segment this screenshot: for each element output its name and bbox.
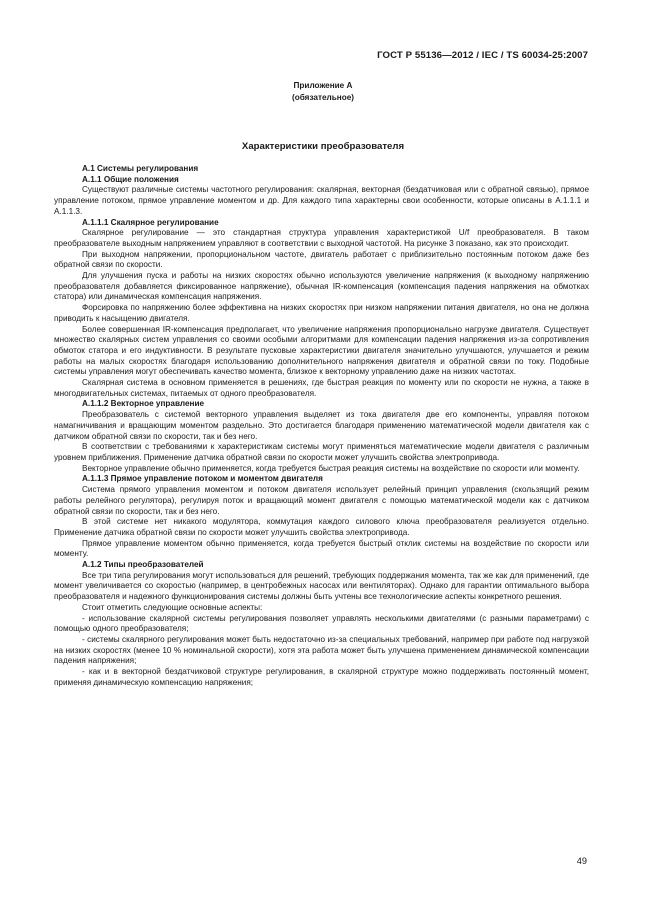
section-heading: А.1.2 Типы преобразователей bbox=[82, 560, 204, 570]
paragraph: Более совершенная IR-компенсация предполагает, что увеличение напряжения пропорционально нагрузке двигателя. Существует множество скалярных систем управления со своими особыми алгоритмами для компенсации падения напряжения из-за сопротивления обмоток статора и его индуктивности. В результате пусковые характеристики двигателя значительно улучшаются, улучшается и режим работы на малых скоростях благодаря использованию дополнительного напряжения двигателя и обратной связи по току. Подобные системы управления могут обеспечивать качество момента, близкое к векторному управлению даже на низких частотах. bbox=[54, 324, 589, 377]
paragraph: Преобразователь с системой векторного управления выделяет из тока двигателя две его компоненты, управляя потоком намагничивания и вращающим моментом раздельно. Это достигается благодаря применению математической модели двигателя как с датчиком обратной связи по скорости, так и без него. bbox=[54, 410, 589, 441]
paragraph: - как и в векторной бездатчиковой структуре регулирования, в скалярной структуре можно поддерживать постоянный момент, применяя динамическую компенсацию напряжения; bbox=[54, 667, 589, 687]
paragraph: - системы скалярного регулирования может быть недостаточно из-за специальных требований, например при работе под нагрузкой на низких скоростях (менее 10 % номинальной скорости), хотя эта работа может быть улучшена применением динамической компенсации падения напряжения; bbox=[54, 634, 589, 666]
paragraph: Форсировка по напряжению более эффективна на низких скоростях при низком напряжении питания двигателя, но она не должна приводить к насыщению двигателя. bbox=[54, 303, 589, 323]
paragraph: Скалярная система в основном применяется в решениях, где быстрая реакция по моменту или по скорости не нужна, а также в многодвигательных системах, питаемых от одного преобразователя. bbox=[54, 378, 589, 398]
standard-header: ГОСТ Р 55136—2012 / IEC / TS 60034-25:2007 bbox=[377, 50, 588, 61]
paragraph: Система прямого управления моментом и потоком двигателя использует релейный принцип управления (скользящий режим работы релейного регулятора), регулируя поток и вращающий момент двигателя с помощью математической модели как с датчиком обратной связи по скорости, так и без него. bbox=[54, 485, 589, 516]
paragraph: Для улучшения пуска и работы на низких скоростях обычно используются увеличение напряжения (к выходному напряжению преобразователя добавляется фиксированное напряжение), обычная IR-компенсация (компенсация падения напряжения на обмотках статора) или динамическая компенсация напряжения. bbox=[54, 271, 589, 302]
section-title: Характеристики преобразователя bbox=[241, 141, 405, 152]
page-number: 49 bbox=[576, 856, 587, 866]
paragraph: Существуют различные системы частотного регулирования: скалярная, векторная (бездатчиковая или с обратной связью), прямое управление потоком, прямое управление моментом и др. Для каждого типа характерны свои особенности, которые описаны в А.1.1.1 и А.1.1.3. bbox=[54, 185, 589, 216]
section-heading: А.1 Системы регулирования bbox=[82, 164, 199, 173]
section-heading: А.1.1.3 Прямое управление потоком и моментом двигателя bbox=[82, 474, 323, 484]
paragraph: - использование скалярной системы регулирования позволяет управлять несколькими двигателями (с разными параметрами) с помощью одного преобразователя; bbox=[54, 613, 589, 634]
section-heading: А.1.1.2 Векторное управление bbox=[82, 399, 205, 409]
paragraph: Векторное управление обычно применяется, когда требуется быстрая реакция системы на воздействие по скорости или моменту. bbox=[82, 463, 580, 473]
body-text bbox=[54, 164, 589, 688]
paragraph: Прямое управление моментом обычно применяется, когда требуется быстрый отклик системы на воздействие по скорости или моменту. bbox=[54, 538, 589, 559]
paragraph: В этой системе нет никакого модулятора, коммутация каждого силового ключа преобразователя реализуется отдельно. Применение датчика обратной связи по скорости может улучшить свойства электропривода. bbox=[54, 517, 589, 537]
paragraph: В соответствии с требованиями к характеристикам системы могут применяться математические модели двигателя с различным уровнем приближения. Применение датчика обратной связи по скорости может улучшить свойства электропривода. bbox=[54, 442, 589, 462]
paragraph: Стоит отметить следующие основные аспекты: bbox=[82, 602, 263, 612]
section-heading: А.1.1.1 Скалярное регулирование bbox=[82, 217, 219, 227]
appendix-title: Приложение А bbox=[293, 81, 353, 90]
paragraph: При выходном напряжении, пропорциональном частоте, двигатель работает с приблизительно постоянным потоком даже без обратной связи по скорости. bbox=[54, 249, 589, 270]
section-heading: А.1.1 Общие положения bbox=[82, 174, 179, 184]
paragraph: Все три типа регулирования могут использоваться для решений, требующих поддержания момента, так же как для применений, где момент увеличивается со скоростью (например, в центробежных насосах или вентиляторах). Однако для гарантии оптимального выбора преобразователя и надежного функционирования системы должны быть учтены все технологические аспекты конкретного решения. bbox=[54, 570, 589, 602]
paragraph: Скалярное регулирование — это стандартная структура управления характеристикой U/f преобразователя. В таком преобразователе выходным напряжением управляют в соответствии с выходной частотой. На рисунке 3 показано, как это происходит. bbox=[54, 228, 589, 248]
appendix-subtitle: (обязательное) bbox=[292, 93, 354, 102]
